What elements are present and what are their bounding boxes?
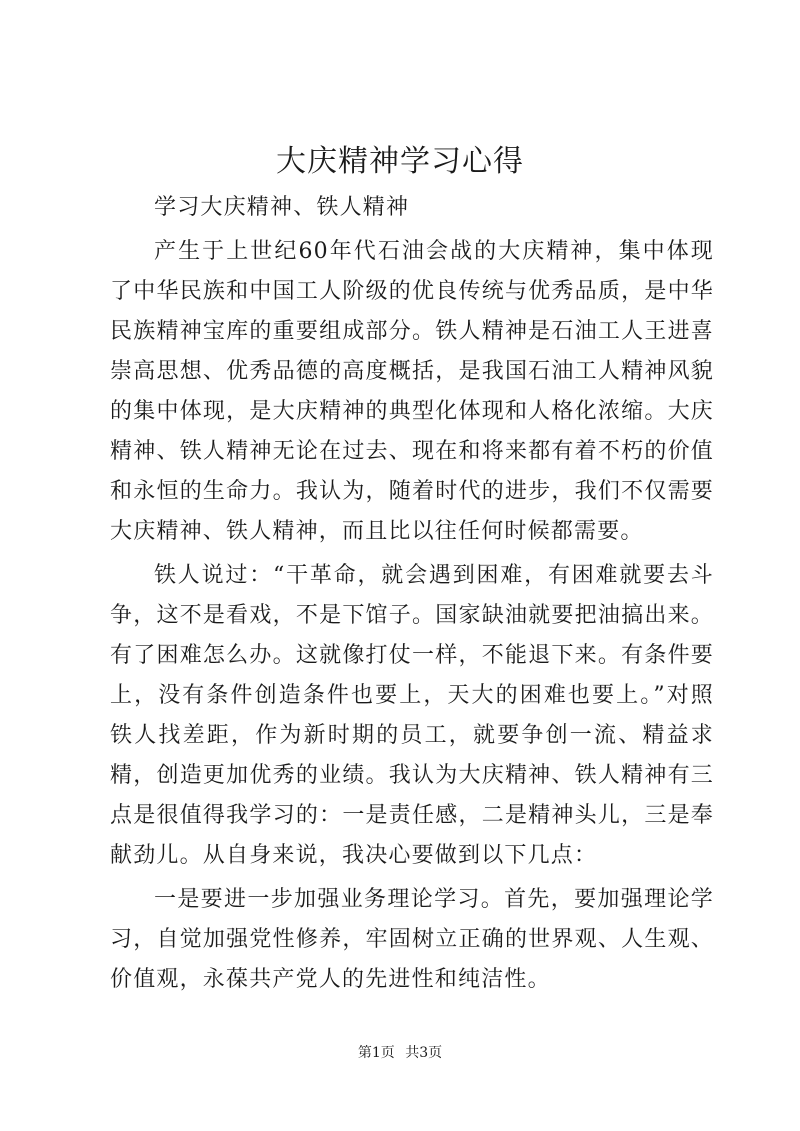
document-title: 大庆精神学习心得	[276, 144, 524, 179]
page-footer	[0, 1043, 800, 1063]
page-total: 共3页	[405, 1045, 443, 1061]
paragraph: 铁人说过：“干革命，就会遇到困难，有困难就要去斗争，这不是看戏，不是下馆子。国家缺油就要把油搞出来。有了困难怎么办。这就像打仗一样，不能退下来。有条件要上，没有条件创造条件也要上，天大的困难也要上。”对照铁人找差距，作为新时期的员工，就要争创一流、精益求精，创造更加优秀的业绩。我认为大庆精神、铁人精神有三点是很值得我学习的：一是责任感，二是精神头儿，三是奉献劲儿。从自身来说，我决心要做到以下几点：	[110, 563, 714, 868]
document-body	[110, 188, 714, 1004]
page-number: 第1页	[357, 1045, 395, 1061]
paragraph-subtitle: 学习大庆精神、铁人精神	[154, 195, 410, 220]
paragraph: 一是要进一步加强业务理论学习。首先，要加强理论学习，自觉加强党性修养，牢固树立正确的世界观、人生观、价值观，永葆共产党人的先进性和纯洁性。	[110, 887, 714, 992]
paragraph: 产生于上世纪60年代石油会战的大庆精神，集中体现了中华民族和中国工人阶级的优良传统与优秀品质，是中华民族精神宝库的重要组成部分。铁人精神是石油工人王进喜崇高思想、优秀品德的高度概括，是我国石油工人精神风貌的集中体现，是大庆精神的典型化体现和人格化浓缩。大庆精神、铁人精神无论在过去、现在和将来都有着不朽的价值和永恒的生命力。我认为，随着时代的进步，我们不仅需要大庆精神、铁人精神，而且比以往任何时候都需要。	[110, 239, 714, 544]
